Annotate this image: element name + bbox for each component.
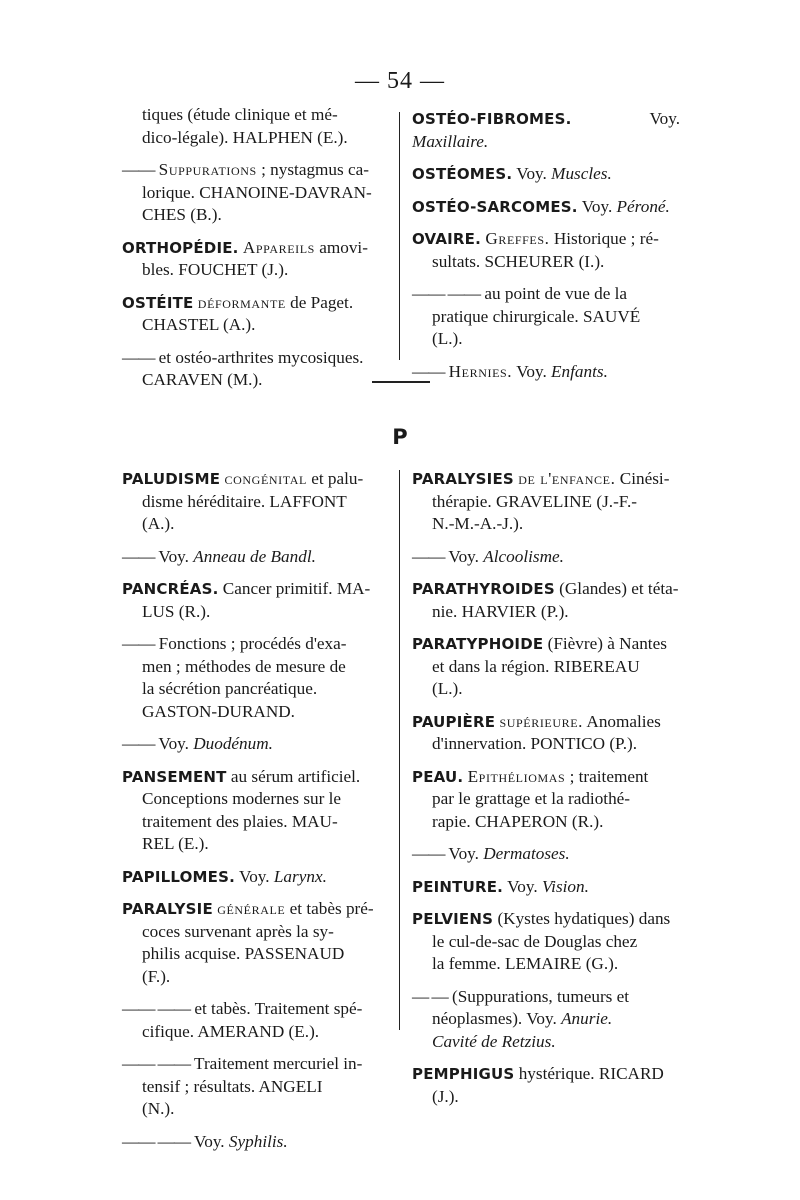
entry-heading: OVAIRE. bbox=[412, 230, 482, 248]
index-entry bbox=[122, 633, 390, 723]
entry-line: dico-légale). HALPHEN (E.). bbox=[142, 127, 348, 147]
index-entry bbox=[122, 998, 390, 1043]
entry-line: traitement des plaies. MAU- bbox=[142, 811, 338, 831]
entry-line: (L.). bbox=[432, 679, 463, 698]
entry-heading: OSTÉOMES. bbox=[412, 165, 513, 183]
voy-label: Voy. bbox=[516, 361, 547, 381]
entry-text: au point de vue de la bbox=[484, 284, 628, 303]
entry-line: pratique chirurgicale. SAUVÉ bbox=[432, 306, 641, 326]
index-entry bbox=[122, 347, 390, 392]
index-entry bbox=[122, 898, 390, 988]
entry-text: (Glandes) et téta- bbox=[559, 579, 679, 598]
index-entry bbox=[412, 546, 680, 569]
repeat-dash: — — bbox=[412, 986, 448, 1006]
cross-reference: Syphilis. bbox=[228, 1131, 288, 1151]
column-bottom-right bbox=[412, 468, 680, 1118]
voy-label: Voy. bbox=[158, 734, 189, 753]
entry-heading: PEINTURE. bbox=[412, 877, 504, 896]
entry-heading: PARATYPHOIDE bbox=[412, 635, 544, 653]
index-entry bbox=[412, 196, 680, 219]
index-entry bbox=[412, 361, 680, 384]
index-entry bbox=[122, 104, 390, 149]
entry-line: le cul-de-sac de Douglas chez bbox=[432, 931, 638, 951]
index-entry bbox=[412, 163, 680, 186]
section-letter: P bbox=[392, 425, 408, 449]
cross-reference: Anurie. bbox=[561, 1009, 613, 1028]
entry-text: hystérique. RICARD bbox=[518, 1064, 664, 1083]
entry-heading: PARALYSIES bbox=[412, 470, 514, 488]
entry-subheading: Epithéliomas bbox=[467, 766, 566, 786]
entry-subheading: supérieure. bbox=[499, 711, 584, 731]
entry-line: d'innervation. PONTICO (P.). bbox=[432, 734, 638, 753]
entry-line: REL (E.). bbox=[142, 834, 209, 853]
index-entry bbox=[412, 228, 680, 273]
entry-line: coces survenant après la sy- bbox=[142, 921, 334, 941]
cross-reference: Péroné. bbox=[616, 196, 670, 216]
entry-line: CHASTEL (A.). bbox=[142, 315, 256, 334]
entry-line: thérapie. GRAVELINE (J.-F.- bbox=[432, 491, 637, 511]
index-entry bbox=[122, 1131, 390, 1154]
entry-subheading: déformante bbox=[197, 292, 286, 312]
entry-line: Conceptions modernes sur le bbox=[142, 789, 342, 808]
repeat-dash: —— bbox=[122, 347, 155, 367]
entry-text: Historique ; ré- bbox=[553, 229, 659, 248]
entry-line: disme héréditaire. LAFFONT bbox=[142, 491, 347, 511]
entry-text: et ostéo-arthrites mycosiques. bbox=[158, 347, 364, 367]
entry-subheading: Hernies. bbox=[448, 361, 513, 381]
index-entry bbox=[412, 986, 680, 1054]
entry-line: tensif ; résultats. ANGELI bbox=[142, 1076, 323, 1096]
entry-subheading: de l'enfance. bbox=[518, 469, 616, 488]
cross-reference: Muscles. bbox=[551, 164, 612, 183]
entry-line: (N.). bbox=[142, 1099, 175, 1118]
entry-line: (J.). bbox=[432, 1086, 459, 1106]
cross-reference: Alcoolisme. bbox=[483, 546, 564, 566]
entry-heading: PEAU. bbox=[412, 767, 464, 786]
repeat-dash: —— —— bbox=[122, 999, 191, 1018]
entry-line: nie. HARVIER (P.). bbox=[432, 601, 569, 621]
repeat-dash: —— bbox=[122, 734, 155, 753]
page-number: — 54 — bbox=[355, 68, 445, 94]
index-entry bbox=[122, 546, 390, 569]
voy-label: Voy. bbox=[649, 109, 680, 128]
repeat-dash: —— —— bbox=[122, 1131, 191, 1151]
index-entry bbox=[412, 283, 680, 351]
entry-line: sultats. SCHEURER (I.). bbox=[432, 251, 605, 271]
entry-line: bles. FOUCHET (J.). bbox=[142, 260, 289, 279]
entry-line: lorique. CHANOINE-DAVRAN- bbox=[142, 182, 372, 202]
entry-heading: PANCRÉAS. bbox=[122, 580, 219, 598]
entry-heading: PANSEMENT bbox=[122, 767, 227, 786]
repeat-dash: —— bbox=[122, 546, 155, 566]
entry-line: rapie. CHAPERON (R.). bbox=[432, 811, 604, 831]
entry-heading: ORTHOPÉDIE. bbox=[122, 238, 239, 257]
voy-label: Voy. bbox=[448, 844, 479, 863]
voy-label: Voy. bbox=[194, 1131, 225, 1151]
repeat-dash: —— —— bbox=[122, 1054, 191, 1073]
cross-reference: Vision. bbox=[541, 876, 589, 896]
entry-line: LUS (R.). bbox=[142, 601, 211, 621]
repeat-dash: —— bbox=[412, 546, 445, 566]
index-entry bbox=[412, 108, 680, 153]
repeat-dash: —— bbox=[122, 634, 155, 653]
entry-text: Cancer primitif. MA- bbox=[222, 579, 371, 598]
voy-label: Voy. bbox=[581, 196, 613, 216]
entry-line: la sécrétion pancréatique. bbox=[142, 679, 318, 698]
entry-text: et tabès pré- bbox=[289, 899, 374, 918]
entry-text: Fonctions ; procédés d'exa- bbox=[158, 634, 347, 653]
entry-line: men ; méthodes de mesure de bbox=[142, 656, 346, 676]
entry-subheading: Suppurations bbox=[158, 160, 257, 179]
entry-text: et palu- bbox=[311, 469, 364, 488]
index-entry bbox=[122, 766, 390, 856]
index-entry bbox=[122, 237, 390, 282]
entry-line: (F.). bbox=[142, 966, 171, 986]
index-entry bbox=[412, 908, 680, 976]
entry-text: Cinési- bbox=[619, 469, 670, 488]
repeat-dash: —— bbox=[122, 160, 155, 179]
entry-heading: OSTÉO-SARCOMES. bbox=[412, 197, 578, 216]
entry-text: néoplasmes). Voy. bbox=[432, 1009, 557, 1028]
entry-text: (Fièvre) à Nantes bbox=[547, 634, 667, 653]
column-top-left bbox=[122, 104, 390, 402]
entry-line: N.-M.-A.-J.). bbox=[432, 514, 524, 533]
entry-heading: OSTÉO-FIBROMES. bbox=[412, 110, 572, 128]
cross-reference: Anneau de Bandl. bbox=[193, 546, 316, 566]
entry-text: (Suppurations, tumeurs et bbox=[451, 986, 630, 1006]
column-top-right bbox=[412, 108, 680, 393]
index-entry bbox=[412, 578, 680, 623]
index-entry bbox=[122, 1053, 390, 1121]
column-divider bbox=[399, 470, 400, 1030]
entry-text: ; nystagmus ca- bbox=[261, 160, 369, 179]
entry-line: (A.). bbox=[142, 514, 175, 533]
entry-heading: PAUPIÈRE bbox=[412, 712, 496, 731]
index-entry bbox=[122, 159, 390, 227]
repeat-dash: —— bbox=[412, 361, 445, 381]
entry-line: philis acquise. PASSENAUD bbox=[142, 944, 345, 963]
entry-line: GASTON-DURAND. bbox=[142, 701, 295, 721]
voy-label: Voy. bbox=[448, 546, 479, 566]
entry-line: (L.). bbox=[432, 329, 463, 348]
entry-line: et dans la région. RIBEREAU bbox=[432, 656, 640, 676]
entry-heading: PELVIENS bbox=[412, 910, 494, 928]
voy-label: Voy. bbox=[507, 876, 538, 896]
cross-reference: Cavité de Retzius. bbox=[432, 1031, 556, 1051]
index-entry bbox=[412, 1063, 680, 1108]
entry-line: la femme. LEMAIRE (G.). bbox=[432, 954, 619, 973]
entry-line: cifique. AMERAND (E.). bbox=[142, 1021, 320, 1041]
cross-reference: Larynx. bbox=[273, 866, 327, 886]
entry-line: par le grattage et la radiothé- bbox=[432, 789, 631, 808]
entry-text: de Paget. bbox=[290, 292, 354, 312]
index-entry bbox=[412, 633, 680, 701]
index-entry bbox=[122, 866, 390, 889]
entry-text: (Kystes hydatiques) dans bbox=[497, 909, 671, 928]
entry-heading: OSTÉITE bbox=[122, 293, 194, 312]
voy-label: Voy. bbox=[158, 546, 189, 566]
entry-text: ; traitement bbox=[569, 766, 649, 786]
index-entry bbox=[412, 843, 680, 866]
index-entry bbox=[122, 468, 390, 536]
entry-heading: PAPILLOMES. bbox=[122, 867, 236, 886]
voy-label: Voy. bbox=[516, 164, 547, 183]
index-entry bbox=[122, 578, 390, 623]
entry-text: Anomalies bbox=[586, 711, 661, 731]
entry-text: et tabès. Traitement spé- bbox=[194, 999, 363, 1018]
index-entry bbox=[412, 766, 680, 834]
entry-heading: PEMPHIGUS bbox=[412, 1065, 515, 1083]
index-entry bbox=[412, 711, 680, 756]
cross-reference: Duodénum. bbox=[193, 734, 273, 753]
entry-subheading: Greffes. bbox=[485, 229, 550, 248]
cross-reference: Dermatoses. bbox=[483, 844, 570, 863]
cross-reference: Enfants. bbox=[551, 361, 608, 381]
section-divider bbox=[372, 381, 430, 383]
entry-text: amovi- bbox=[319, 237, 368, 257]
entry-line: CHES (B.). bbox=[142, 205, 222, 224]
entry-heading: PARALYSIE bbox=[122, 900, 213, 918]
entry-line: tiques (étude clinique et mé- bbox=[142, 105, 338, 124]
index-entry bbox=[122, 292, 390, 337]
repeat-dash: —— —— bbox=[412, 284, 481, 303]
column-divider bbox=[399, 112, 400, 360]
entry-heading: PALUDISME bbox=[122, 470, 221, 488]
entry-subheading: générale bbox=[217, 899, 286, 918]
entry-heading: PARATHYROIDES bbox=[412, 580, 555, 598]
index-entry bbox=[122, 733, 390, 756]
voy-label: Voy. bbox=[239, 866, 270, 886]
entry-subheading: Appareils bbox=[242, 237, 315, 257]
index-entry bbox=[412, 876, 680, 899]
index-entry bbox=[412, 468, 680, 536]
column-bottom-left bbox=[122, 468, 390, 1163]
entry-subheading: congénital bbox=[224, 469, 307, 488]
entry-text: Traitement mercuriel in- bbox=[194, 1054, 363, 1073]
entry-text: au sérum artificiel. bbox=[230, 766, 361, 786]
cross-reference: Maxillaire. bbox=[412, 131, 489, 151]
entry-line: CARAVEN (M.). bbox=[142, 370, 263, 389]
repeat-dash: —— bbox=[412, 844, 445, 863]
